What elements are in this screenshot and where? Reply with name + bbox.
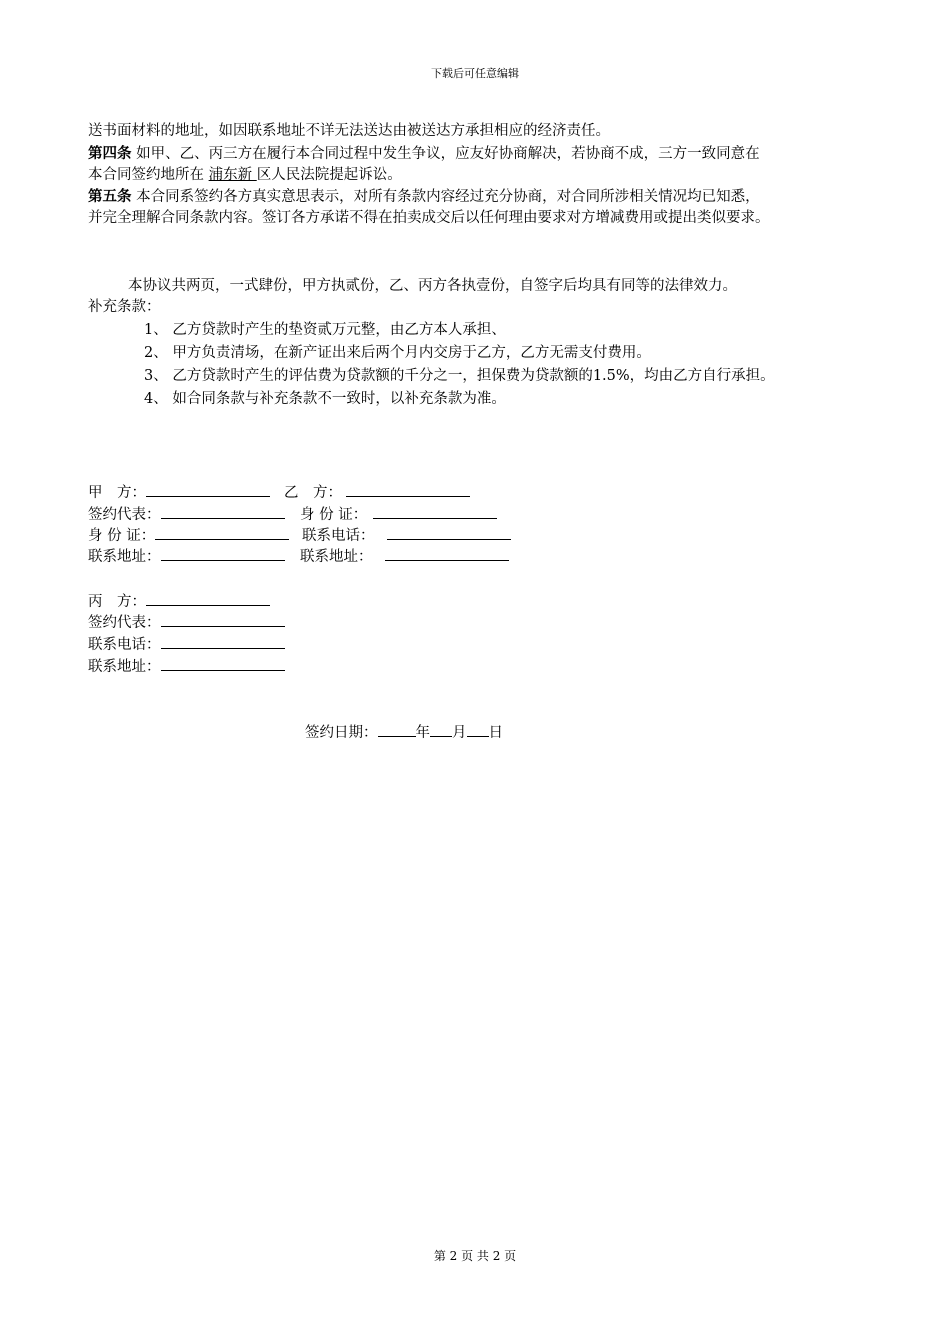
signing-month-unit: 月 <box>452 725 467 741</box>
party-b-phone-label: 联系电话： <box>302 528 375 544</box>
article-4-text-1: 如甲、乙、丙三方在履行本合同过程中发生争议，应友好协商解决，若协商不成，三方一致同意在 <box>131 146 760 162</box>
party-a-name-row <box>88 482 270 503</box>
party-a-rep-field[interactable] <box>161 504 285 519</box>
signing-date-label: 签约日期： <box>305 725 378 741</box>
signing-date-row <box>305 722 503 743</box>
party-c-rep-field[interactable] <box>161 612 285 627</box>
article-5-text-1: 本合同系签约各方真实意思表示，对所有条款内容经过充分协商，对合同所涉相关情况均已知悉， <box>131 189 760 205</box>
signing-year-unit: 年 <box>415 725 430 741</box>
party-b-phone-row <box>302 525 511 546</box>
party-c-name-row <box>88 591 270 612</box>
paragraph-line-address: 送书面材料的地址，如因联系地址不详无法送达由被送达方承担相应的经济责任。 <box>88 123 610 139</box>
party-a-address-row <box>88 546 285 567</box>
party-c-rep-label: 签约代表： <box>88 615 161 631</box>
supplement-item: 2、 甲方负责清场，在新产证出来后两个月内交房于乙方，乙方无需支付费用。 <box>144 345 651 361</box>
party-a-rep-label: 签约代表： <box>88 507 161 523</box>
supplement-item: 4、 如合同条款与补充条款不一致时，以补充条款为准。 <box>144 391 506 407</box>
article-5-label: 第五条 <box>88 188 132 205</box>
article-4-text-2a: 本合同签约地所在 <box>88 167 209 183</box>
court-district: 浦东新 <box>208 167 257 183</box>
signing-year-field[interactable] <box>378 722 416 737</box>
party-a-address-field[interactable] <box>161 546 285 561</box>
party-c-address-field[interactable] <box>161 656 285 671</box>
article-4-text-2b: 区人民法院提起诉讼。 <box>256 167 402 183</box>
article-5-line-2: 并完全理解合同条款内容。签订各方承诺不得在拍卖成交后以任何理由要求对方增减费用或提出类似要求。 <box>88 210 770 226</box>
party-a-id-field[interactable] <box>155 525 289 540</box>
supplement-item: 3、 乙方贷款时产生的评估费为贷款额的千分之一，担保费为贷款额的1.5%，均由乙方自行承担。 <box>144 368 775 384</box>
supplement-title: 补充条款： <box>88 299 161 315</box>
supplement-item: 1、 乙方贷款时产生的垫资贰万元整，由乙方本人承担、 <box>144 322 506 338</box>
article-4-label: 第四条 <box>88 145 132 162</box>
party-b-name-field[interactable] <box>346 482 470 497</box>
party-a-name-field[interactable] <box>146 482 270 497</box>
party-c-rep-row <box>88 612 285 633</box>
party-b-name-row <box>284 482 470 503</box>
party-a-id-row <box>88 525 289 546</box>
party-b-name-label: 乙 方： <box>284 485 342 501</box>
party-b-id-label: 身 份 证： <box>300 507 368 523</box>
party-a-rep-row <box>88 504 285 525</box>
party-c-phone-label: 联系电话： <box>88 637 161 653</box>
signing-day-unit: 日 <box>488 725 503 741</box>
party-b-address-label: 联系地址： <box>300 549 373 565</box>
party-b-id-field[interactable] <box>373 504 497 519</box>
party-c-phone-row <box>88 634 285 655</box>
party-c-phone-field[interactable] <box>161 634 285 649</box>
party-c-name-field[interactable] <box>146 591 270 606</box>
party-b-id-row <box>300 504 497 525</box>
party-b-address-field[interactable] <box>385 546 509 561</box>
party-a-id-label: 身 份 证： <box>88 528 156 544</box>
party-b-address-row <box>300 546 509 567</box>
party-b-phone-field[interactable] <box>387 525 511 540</box>
signing-day-field[interactable] <box>467 722 489 737</box>
party-a-name-label: 甲 方： <box>88 485 146 501</box>
party-c-address-row <box>88 656 285 677</box>
party-a-address-label: 联系地址： <box>88 549 161 565</box>
party-c-name-label: 丙 方： <box>88 594 146 610</box>
party-c-address-label: 联系地址： <box>88 659 161 675</box>
article-4-line-1 <box>88 144 760 164</box>
agreement-note: 本协议共两页，一式肆份，甲方执贰份，乙、丙方各执壹份，自签字后均具有同等的法律效力。 <box>128 278 737 294</box>
page-header: 下载后可任意编辑 <box>431 67 519 80</box>
page-footer: 第 2 页 共 2 页 <box>433 1249 517 1263</box>
article-4-line-2 <box>88 165 402 185</box>
signing-month-field[interactable] <box>430 722 452 737</box>
article-5-line-1 <box>88 187 760 207</box>
